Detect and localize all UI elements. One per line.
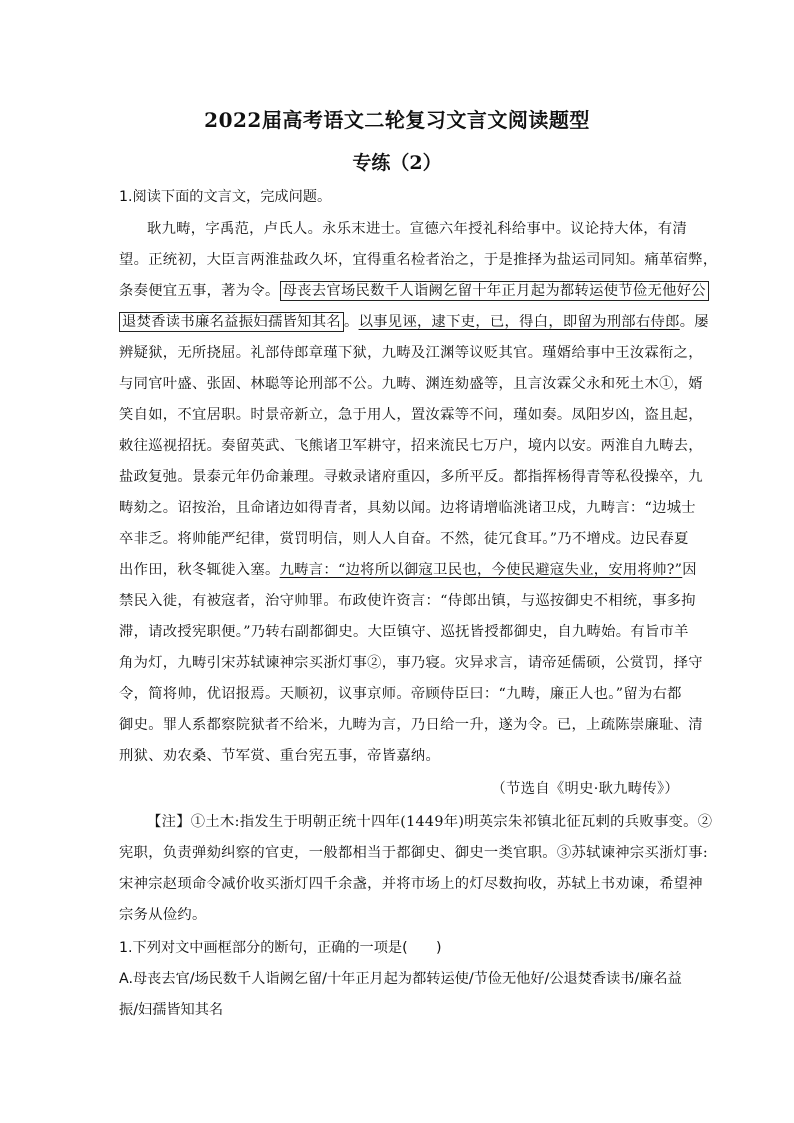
passage-text: 。屡 <box>679 314 709 330</box>
passage-line: 刑狱、劝农桑、节军赏、重台宪五事，帝皆嘉纳。 <box>119 748 441 764</box>
page-subtitle: 专练（2） <box>352 152 442 174</box>
note-line: 【注】①土木:指发生于明朝正统十四年(1449年)明英宗朱祁镇北征瓦剌的兵败事变。② <box>147 814 713 830</box>
passage-line: 辨疑狱，无所挠屈。礼部侍郎章瑾下狱，九畴及江渊等议贬其官。瑾婿给事中王汝霖衔之， <box>119 345 703 361</box>
question-intro: 1.阅读下面的文言文，完成问题。 <box>119 189 332 205</box>
boxed-passage: 母丧去官场民数千人诣阙乞留十年正月起为都转运使节俭无他好公 <box>280 281 709 301</box>
note-line: 宪职，负责弹劾纠察的官吏，一般都相当于都御史、御史一类官职。③苏轼谏神宗买浙灯事: <box>119 845 708 861</box>
passage-line: 笑自如，不宜居职。时景帝新立，急于用人，置汝霖等不问，瑾如奏。凤阳岁凶，盗且起， <box>119 407 703 423</box>
boxed-passage: 退焚香读书廉名益振妇孺皆知其名 <box>119 312 344 332</box>
passage-text: 。 <box>343 314 359 330</box>
page-title: 2022届高考语文二轮复习文言文阅读题型 <box>204 108 590 132</box>
source-citation: （节选自《明史·耿九畴传》） <box>491 781 679 797</box>
passage-line: 敕往巡视招抚。奏留英武、飞熊诸卫军耕守，招来流民七万户，境内以安。两淮自九畴去， <box>119 438 703 454</box>
passage-line <box>119 311 709 331</box>
passage-text: 出作田，秋冬辄徙入塞。 <box>119 562 280 578</box>
note-line: 宋神宗赵顼命令减价收买浙灯四千余盏，并将市场上的灯尽数拘收，苏轼上书劝谏，希望神 <box>119 876 703 892</box>
option-a-continued: 振/妇孺皆知其名 <box>119 1002 224 1018</box>
underlined-passage: 以事见诬，逮下吏，已，得白，即留为刑部右侍郎 <box>358 314 680 330</box>
passage-line: 御史。罪人系都察院狱者不给米，九畴为言，乃日给一升，遂为令。已，上疏陈崇廉耻、清 <box>119 717 703 733</box>
passage-text: 因 <box>682 562 697 578</box>
passage-line: 望。正统初，大臣言两淮盐政久坏，宜得重名检者治之，于是推择为盐运司同知。痛革宿弊， <box>119 252 718 268</box>
passage-line: 令，简将帅，优诏报焉。天顺初，议事京师。帝顾侍臣曰：“九畴，廉正人也。”留为右都 <box>119 686 682 702</box>
passage-text: 条奏便宜五事，著为令。 <box>119 283 280 299</box>
passage-line: 畴劾之。诏按治，且命诸边如得青者，具劾以闻。边将请增临洮诸卫戍，九畴言：“边城士 <box>119 500 696 516</box>
note-line: 宗务从俭约。 <box>119 907 207 923</box>
passage-line: 耿九畴，字禹范，卢氏人。永乐末进士。宣德六年授礼科给事中。议论持大体，有清 <box>147 221 688 237</box>
passage-line: 与同官叶盛、张固、林聪等论刑部不公。九畴、渊连劾盛等，且言汝霖父永和死土木①，婿 <box>119 376 703 392</box>
passage-line: 滞，请改授宪职便。”乃转右副都御史。大臣镇守、巡抚皆授都御史，自九畴始。有旨市羊 <box>119 624 689 640</box>
passage-line: 卒非乏。将帅能严纪律，赏罚明信，则人人自奋。不然，徒冗食耳。”乃不增戍。边民春夏 <box>119 531 689 547</box>
underlined-passage: 九畴言：“边将所以御寇卫民也，今使民避寇失业，安用将帅?” <box>279 562 683 578</box>
passage-line <box>119 559 697 579</box>
passage-line: 禁民入徙，有被寇者，治守帅罪。布政使许资言：“侍郎出镇，与巡按御史不相统，事多拘 <box>119 593 696 609</box>
option-a: A.母丧去官/场民数千人诣阙乞留/十年正月起为都转运使/节俭无他好/公退焚香读书/廉名益 <box>119 971 682 987</box>
question-stem: 1.下列对文中画框部分的断句，正确的一项是( ) <box>119 940 442 956</box>
passage-line <box>119 280 706 300</box>
passage-line: 盐政复弛。景泰元年仍命兼理。寻敕录诸府重囚，多所平反。都指挥杨得青等私役操卒，九 <box>119 469 703 485</box>
passage-line: 角为灯，九畴引宋苏轼谏神宗买浙灯事②，事乃寝。灾异求言，请帝延儒硕，公赏罚，择守 <box>119 655 703 671</box>
